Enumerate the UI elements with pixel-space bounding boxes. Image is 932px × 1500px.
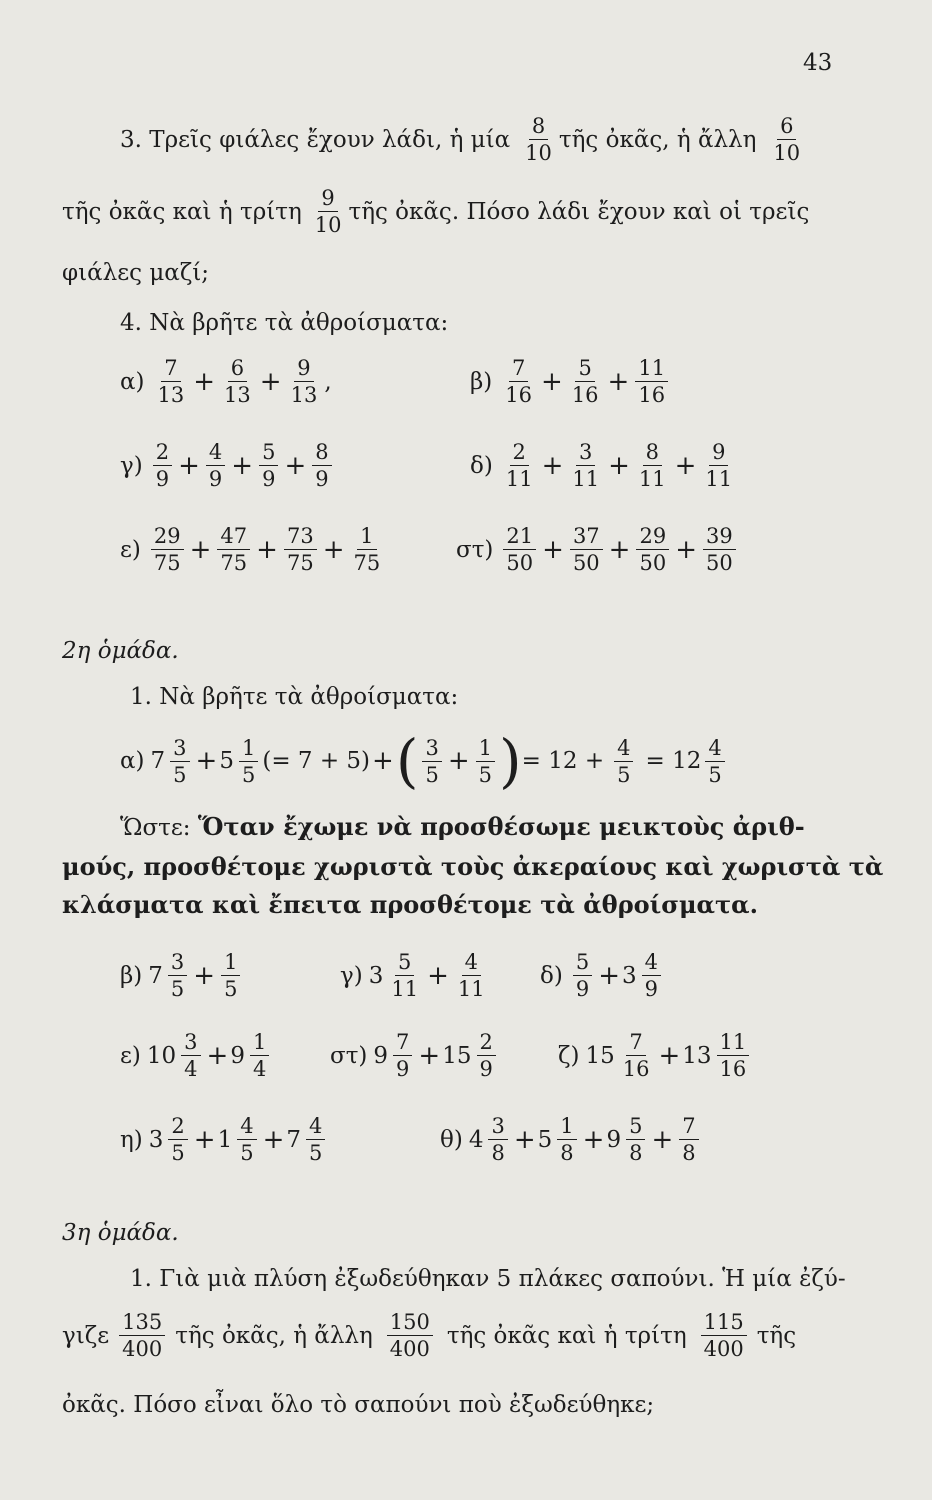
problem-3-line-1 [120, 114, 807, 165]
fraction: $\frac{3}{4}$ [181, 1030, 200, 1081]
fraction: $\frac{7}{16}$ [505, 356, 533, 407]
rule-line-3: κλάσματα καὶ ἔπειτα προσθέτομε τὰ ἀθροίσματα. [62, 890, 758, 919]
group-3-line-1: 1. Γιὰ μιὰ πλύση ἐξωδεύθηκαν 5 πλάκες σαπούνι. Ἡ μία ἐζύ- [130, 1266, 846, 1292]
fraction: $\frac{4}{11}$ [457, 950, 485, 1001]
group-2h: η) 3 $\frac{2}{5}$ + 1 $\frac{4}{5}$ + 7 $\frac{4}{5}$ [120, 1114, 329, 1165]
fraction: $\frac{8}{10}$ [525, 114, 552, 165]
fraction: $\frac{2}{9}$ [153, 440, 172, 491]
fraction: $\frac{1}{4}$ [250, 1030, 269, 1081]
fraction: $\frac{4}{5}$ [614, 736, 633, 787]
problem-4-title: 4. Νὰ βρῆτε τὰ ἀθροίσματα: [120, 310, 449, 336]
fraction: $\frac{115}{400}$ [701, 1310, 747, 1361]
fraction: $\frac{1}{5}$ [239, 736, 258, 787]
fraction: $\frac{11}{16}$ [635, 356, 668, 407]
fraction: $\frac{4}{9}$ [206, 440, 225, 491]
fraction: $\frac{1}{5}$ [476, 736, 495, 787]
fraction: $\frac{29}{50}$ [636, 524, 669, 575]
group-2e: ε) 10 $\frac{3}{4}$ + 9 $\frac{1}{4}$ [120, 1030, 273, 1081]
fraction: $\frac{8}{11}$ [638, 440, 666, 491]
fraction: $\frac{4}{5}$ [306, 1114, 325, 1165]
fraction: $\frac{3}{5}$ [170, 736, 189, 787]
fraction: $\frac{2}{9}$ [477, 1030, 496, 1081]
group-2g: ζ) 15 $\frac{7}{16}$ + 13 $\frac{11}{16}$ [558, 1030, 753, 1081]
problem-4d: δ) $\frac{2}{11}$ + $\frac{3}{11}$ + $\frac{8}{11}$ + $\frac{9}{11}$ [470, 440, 739, 491]
rule-line-1: Ὥστε: Ὅταν ἔχωμε νὰ προσθέσωμε μεικτοὺς ἀριθ- [120, 812, 805, 841]
fraction: $\frac{4}{5}$ [705, 736, 724, 787]
fraction: $\frac{5}{9}$ [573, 950, 592, 1001]
group-2i: θ) 4 $\frac{3}{8}$ + 5 $\frac{1}{8}$ + 9 $\frac{5}{8}$ + $\frac{7}{8}$ [440, 1114, 703, 1165]
fraction: $\frac{2}{5}$ [168, 1114, 187, 1165]
fraction: $\frac{4}{9}$ [642, 950, 661, 1001]
fraction: $\frac{3}{8}$ [488, 1114, 507, 1165]
fraction: $\frac{37}{50}$ [570, 524, 603, 575]
problem-3-line-3: φιάλες μαζί; [62, 260, 210, 286]
fraction: $\frac{1}{5}$ [221, 950, 240, 1001]
group-2a-expression: α) 7 $\frac{3}{5}$ + 5 $\frac{1}{5}$ (= 7 + 5) + ( $\frac{3}{5}$ + $\frac{1}{5}$ ) = 12 + $\frac{4}{5}$ = 12 $\frac{4}{5}$ [120, 732, 729, 790]
group-3-line-2: γιζε $\frac{135}{400}$ τῆς ὀκᾶς, ἡ ἄλλη $\frac{150}{400}$ τῆς ὀκᾶς καὶ ἡ τρίτη $\frac{115}{400}$ τῆς [62, 1310, 797, 1361]
fraction: $\frac{3}{11}$ [572, 440, 600, 491]
fraction: $\frac{1}{8}$ [557, 1114, 576, 1165]
problem-4e: ε) $\frac{29}{75}$ + $\frac{47}{75}$ + $\frac{73}{75}$ + $\frac{1}{75}$ [120, 524, 387, 575]
problem-3-text: τῆς ὀκᾶς καὶ ἡ τρίτη [62, 198, 302, 225]
fraction: $\frac{6}{10}$ [773, 114, 801, 165]
fraction: $\frac{7}{9}$ [393, 1030, 412, 1081]
problem-4b: β) $\frac{7}{16}$ + $\frac{5}{16}$ + $\frac{11}{16}$ [470, 356, 672, 407]
problem-3-line-2 [62, 186, 809, 237]
group-2d: δ) $\frac{5}{9}$ + 3 $\frac{4}{9}$ [540, 950, 665, 1001]
fraction: $\frac{6}{13}$ [224, 356, 251, 407]
problem-3-text: τῆς ὀκᾶς, ἡ ἄλλη [558, 126, 757, 153]
problem-4c: γ) $\frac{2}{9}$ + $\frac{4}{9}$ + $\frac{5}{9}$ + $\frac{8}{9}$ [120, 440, 336, 491]
problem-4a: α) $\frac{7}{13}$ + $\frac{6}{13}$ + $\frac{9}{13}$ , [120, 356, 332, 407]
fraction: $\frac{7}{16}$ [622, 1030, 650, 1081]
fraction: $\frac{7}{13}$ [157, 356, 185, 407]
fraction: $\frac{9}{13}$ [290, 356, 318, 407]
fraction: $\frac{3}{5}$ [168, 950, 187, 1001]
fraction: $\frac{73}{75}$ [284, 524, 317, 575]
fraction: $\frac{5}{9}$ [259, 440, 278, 491]
group-2-title: 1. Νὰ βρῆτε τὰ ἀθροίσματα: [130, 684, 459, 710]
fraction: $\frac{135}{400}$ [119, 1310, 165, 1361]
fraction: $\frac{5}{11}$ [391, 950, 419, 1001]
fraction: $\frac{39}{50}$ [703, 524, 736, 575]
problem-3-text: τῆς ὀκᾶς. Πόσο λάδι ἔχουν καὶ οἱ τρεῖς [348, 198, 810, 225]
group-2f: στ) 9 $\frac{7}{9}$ + 15 $\frac{2}{9}$ [330, 1030, 500, 1081]
fraction: $\frac{4}{5}$ [237, 1114, 256, 1165]
problem-4f: στ) $\frac{21}{50}$ + $\frac{37}{50}$ + $\frac{29}{50}$ + $\frac{39}{50}$ [456, 524, 740, 575]
fraction: $\frac{5}{16}$ [571, 356, 599, 407]
fraction: $\frac{8}{9}$ [312, 440, 331, 491]
fraction: $\frac{9}{10}$ [314, 186, 342, 237]
page-number: 43 [803, 50, 833, 76]
fraction: $\frac{29}{75}$ [151, 524, 184, 575]
group-3-line-3: ὀκᾶς. Πόσο εἶναι ὅλο τὸ σαπούνι ποὺ ἐξωδεύθηκε; [62, 1392, 655, 1418]
fraction: $\frac{5}{8}$ [626, 1114, 645, 1165]
group-2-heading: 2η ὁμάδα. [62, 638, 179, 664]
fraction: $\frac{7}{8}$ [679, 1114, 698, 1165]
fraction: $\frac{2}{11}$ [505, 440, 533, 491]
group-2b: β) 7 $\frac{3}{5}$ + $\frac{1}{5}$ [120, 950, 244, 1001]
fraction: $\frac{11}{16}$ [717, 1030, 750, 1081]
rule-line-2: μούς, προσθέτομε χωριστὰ τοὺς ἀκεραίους καὶ χωριστὰ τὰ [62, 852, 884, 881]
fraction: $\frac{1}{75}$ [353, 524, 381, 575]
group-2c: γ) 3 $\frac{5}{11}$ + $\frac{4}{11}$ [340, 950, 492, 1001]
fraction: $\frac{3}{5}$ [422, 736, 441, 787]
fraction: $\frac{150}{400}$ [387, 1310, 433, 1361]
fraction: $\frac{21}{50}$ [503, 524, 536, 575]
problem-3-text: 3. Τρεῖς φιάλες ἔχουν λάδι, ἡ μία [120, 126, 511, 153]
fraction: $\frac{47}{75}$ [217, 524, 250, 575]
fraction: $\frac{9}{11}$ [705, 440, 733, 491]
group-3-heading: 3η ὁμάδα. [62, 1220, 179, 1246]
